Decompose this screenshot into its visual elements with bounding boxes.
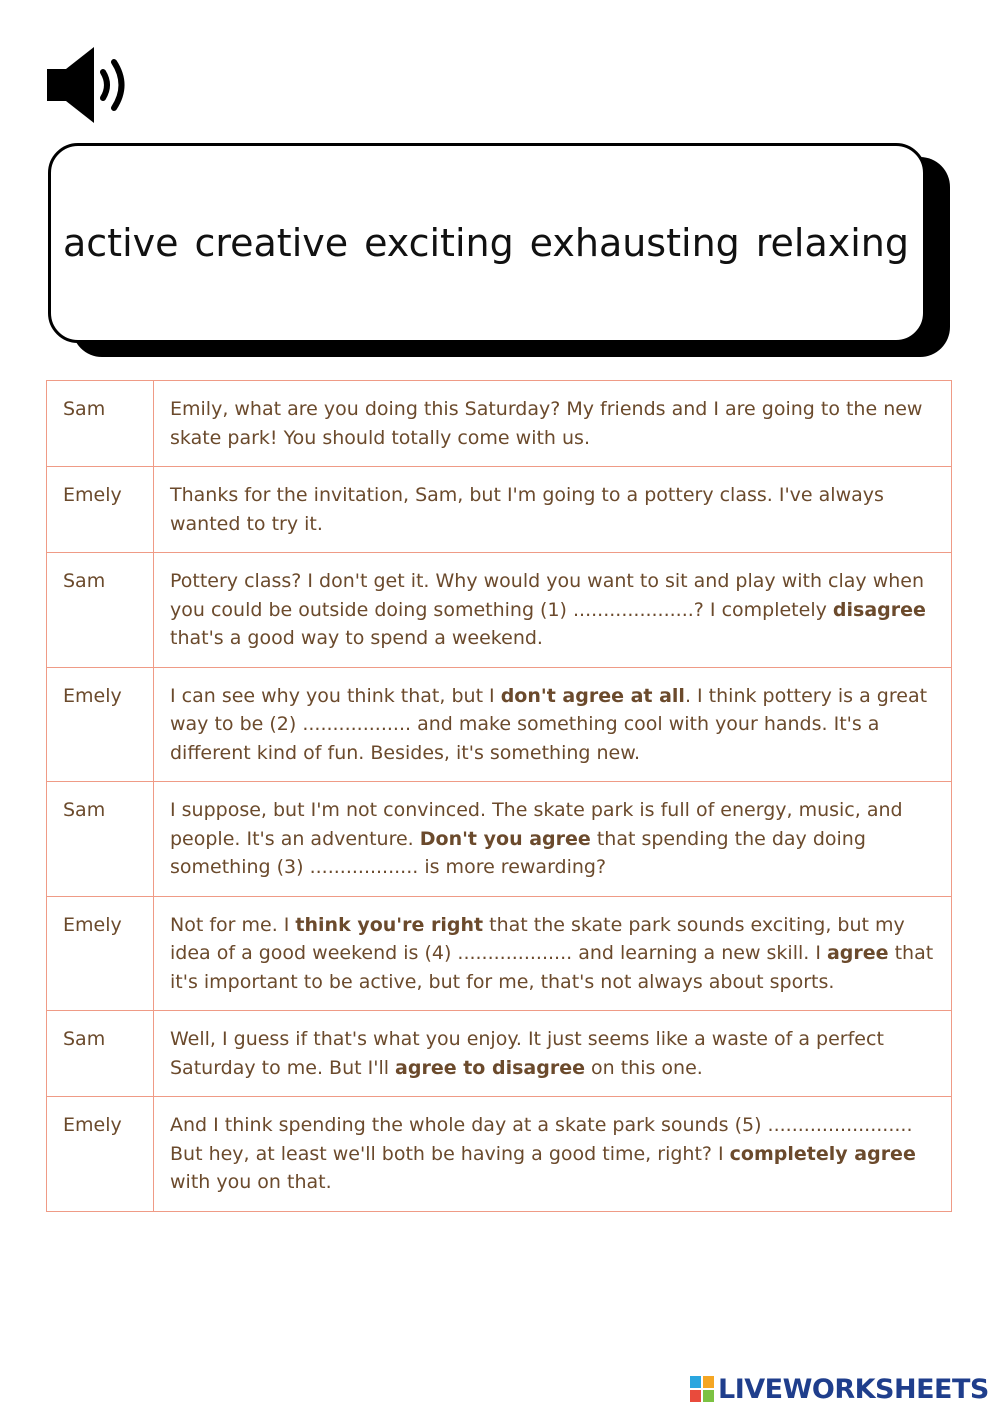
dialogue-line	[154, 381, 952, 467]
expression-highlight: don't agree at all	[500, 684, 685, 707]
liveworksheets-logo-icon	[690, 1376, 714, 1402]
word-bank-item[interactable]: creative	[194, 221, 349, 265]
brand-logo	[690, 1374, 989, 1404]
brand-name: LIVEWORKSHEETS	[718, 1373, 989, 1405]
dialogue-line	[154, 1011, 952, 1097]
dialogue-row	[47, 553, 952, 668]
line-text: And I think spending the whole day at a skate park sounds (5) ........................ But hey, at least we'll both be having a good time, right? I	[170, 1114, 913, 1165]
line-text: Not for me. I	[170, 913, 296, 936]
dialogue-row	[47, 1011, 952, 1097]
dialogue-row	[47, 667, 952, 782]
dialogue-row	[47, 381, 952, 467]
audio-play-button[interactable]	[44, 44, 140, 126]
speaker-icon	[44, 44, 140, 126]
dialogue-line	[154, 896, 952, 1011]
expression-highlight: agree	[826, 942, 889, 964]
line-text: I can see why you think that, but I	[170, 684, 501, 707]
line-text: that the skate park sounds exciting, but my idea of a good weekend is (4) ................... and learning a new skill. I	[170, 913, 905, 964]
dialogue-line	[154, 667, 952, 782]
dialogue-row	[47, 782, 952, 897]
dialogue-line	[154, 782, 952, 897]
dialogue-row	[47, 467, 952, 553]
speaker-name: Emely	[47, 896, 154, 1011]
line-text: Well, I guess if that's what you enjoy. It just seems like a waste of a perfect Saturday to me. But I'll	[170, 1028, 884, 1079]
speaker-name: Sam	[47, 782, 154, 897]
expression-highlight: disagree	[832, 598, 926, 621]
line-text: that spending the day doing something (3) .................. is more rewarding?	[170, 827, 866, 878]
word-bank-item[interactable]: active	[63, 221, 179, 265]
dialogue-row	[47, 1097, 952, 1212]
speaker-name: Sam	[47, 1011, 154, 1097]
line-text: Thanks for the invitation, Sam, but I'm going to a pottery class. I've always wanted to try it.	[170, 484, 884, 535]
line-text: Pottery class? I don't get it. Why would you want to sit and play with clay when you could be outside doing something (1) ....................? I completely	[170, 570, 925, 621]
line-text: that's a good way to spend a weekend.	[170, 627, 543, 649]
speaker-name: Emely	[47, 667, 154, 782]
dialogue-line	[154, 1097, 952, 1212]
line-text: that it's important to be active, but for me, that's not always about sports.	[170, 942, 934, 993]
expression-highlight: think you're right	[295, 913, 484, 936]
dialogue-row	[47, 896, 952, 1011]
word-bank-item[interactable]: relaxing	[755, 221, 909, 265]
speaker-name: Sam	[47, 381, 154, 467]
expression-highlight: Don't you agree	[419, 827, 591, 850]
line-text: . I think pottery is a great way to be (2) .................. and make something cool with your hands. It's a different kind of fun. Besides, it's something new.	[170, 684, 928, 764]
line-text: on this one.	[584, 1056, 703, 1079]
word-bank	[48, 143, 926, 343]
dialogue-line	[154, 553, 952, 668]
speaker-name: Emely	[47, 467, 154, 553]
dialogue-table	[46, 380, 952, 1212]
line-text: I suppose, but I'm not convinced. The skate park is full of energy, music, and people. It's an adventure.	[170, 799, 903, 850]
word-bank-item[interactable]: exhausting	[529, 221, 740, 265]
line-text: Emily, what are you doing this Saturday? My friends and I are going to the new skate park! You should totally come with us.	[170, 398, 923, 449]
line-text: with you on that.	[170, 1171, 332, 1193]
word-bank-item[interactable]: exciting	[364, 221, 514, 265]
dialogue-line	[154, 467, 952, 553]
expression-highlight: completely agree	[729, 1142, 916, 1165]
expression-highlight: agree to disagree	[395, 1056, 585, 1079]
speaker-name: Emely	[47, 1097, 154, 1212]
speaker-name: Sam	[47, 553, 154, 668]
